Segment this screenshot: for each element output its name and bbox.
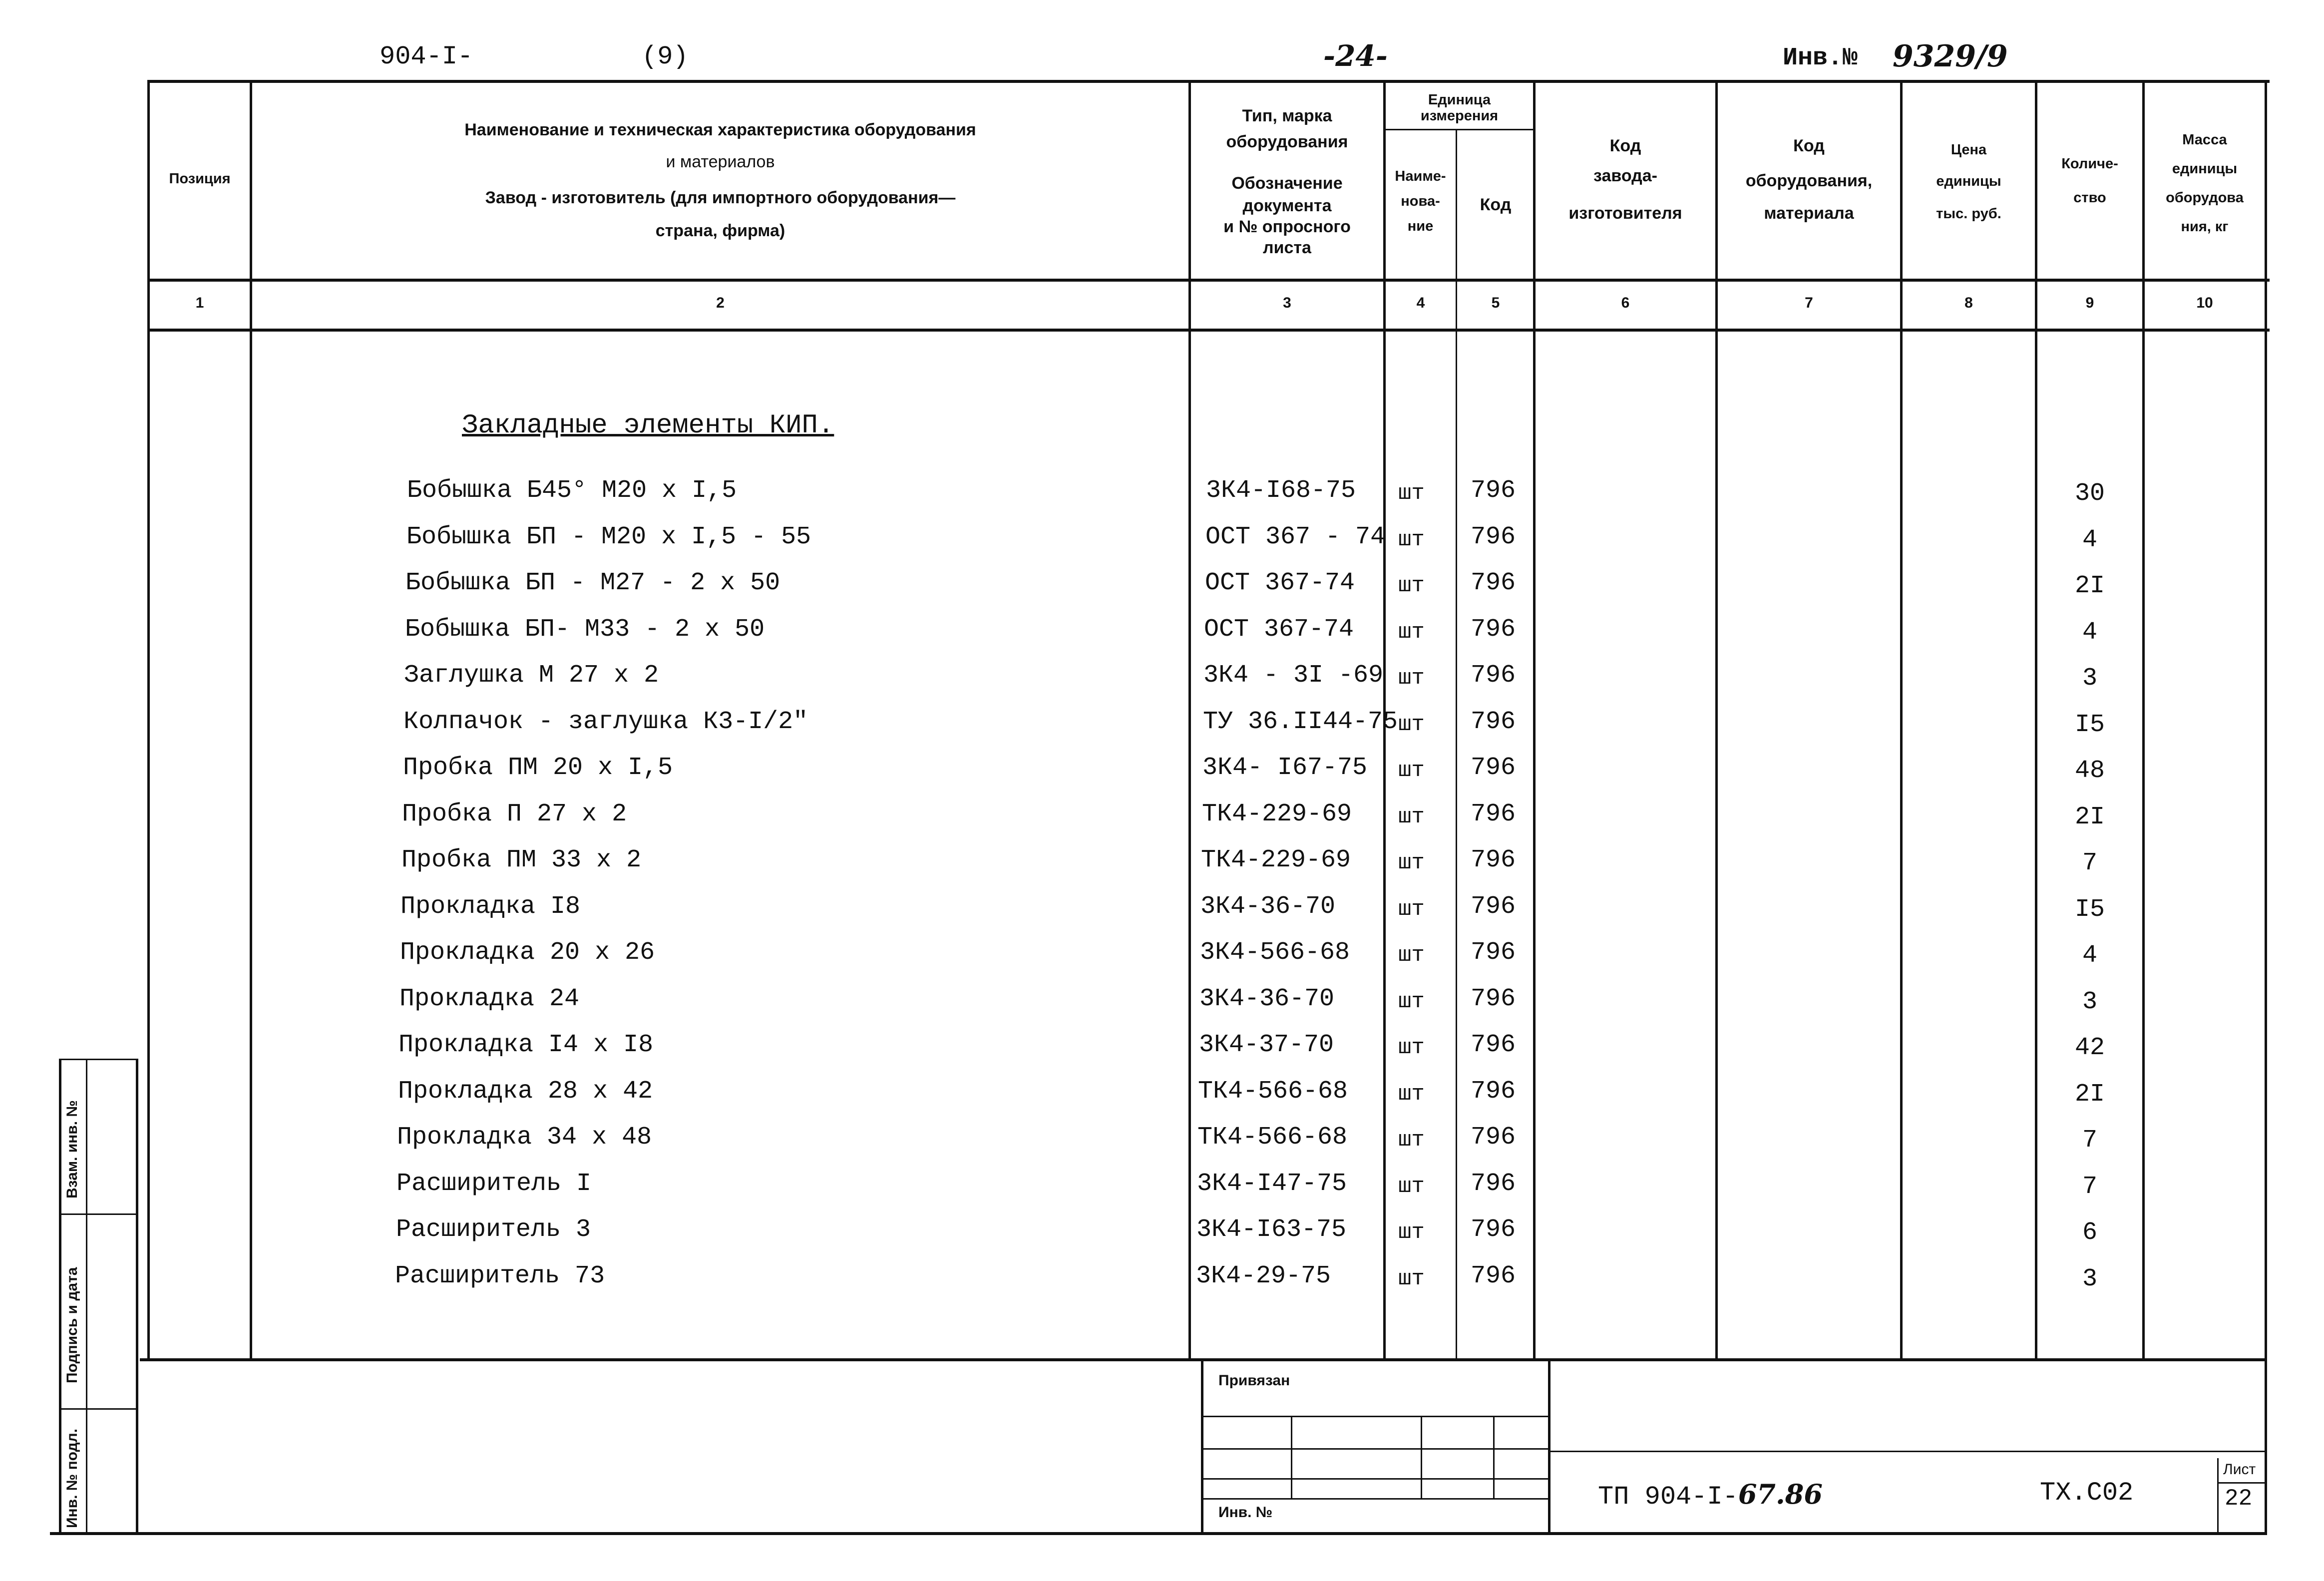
item-unit: шт [1398,758,1425,783]
item-document: ТК4-566-68 [1197,1123,1348,1152]
item-unit: шт [1398,850,1425,875]
header-unit-code: Код [1480,195,1512,214]
inv-number-label: Инв. № [1218,1504,1273,1521]
item-unit: шт [1398,897,1425,922]
item-unit-code: 796 [1471,892,1516,921]
side-label-sign-date: Подпись и дата [64,1267,80,1383]
section-title: Закладные элементы КИП. [462,410,834,441]
item-unit-code: 796 [1471,661,1516,690]
item-quantity: 4 [2082,941,2097,970]
stamp-grid-divider [1291,1416,1292,1498]
colnum-bottom-border [147,329,2270,332]
item-document: 3К4-36-70 [1199,985,1335,1013]
item-name: Расширитель I [396,1170,592,1198]
item-document: ОСТ 367-74 [1205,569,1355,597]
part-number: (9) [642,42,689,71]
item-name: Прокладка I8 [400,892,581,921]
bound-label: Привязан [1218,1372,1290,1389]
side-strip-line [59,1213,136,1215]
item-unit-code: 796 [1471,985,1516,1013]
col-divider-1 [250,80,252,1358]
item-name: Бобышка БП- М33 - 2 х 50 [405,615,765,644]
sheet-label: Лист [2223,1461,2256,1478]
item-unit: шт [1398,1220,1425,1245]
stamp-grid-line [1203,1478,1548,1480]
item-unit: шт [1398,804,1425,829]
item-unit: шт [1398,1035,1425,1060]
sheet-box-divider [2217,1458,2219,1532]
item-unit: шт [1398,1174,1425,1199]
item-name: Пробка П 27 х 2 [402,800,627,828]
table-top-border [147,80,2270,83]
item-unit-code: 796 [1471,523,1516,551]
item-document: 3К4-I47-75 [1197,1170,1347,1198]
item-unit-code: 796 [1471,1077,1516,1106]
item-unit: шт [1398,943,1425,968]
item-name: Прокладка 34 х 48 [397,1123,652,1152]
item-quantity: I5 [2074,895,2105,924]
item-document: ОСТ 367-74 [1204,615,1354,644]
item-unit: шт [1398,666,1425,691]
item-document: 3К4- I67-75 [1202,754,1368,782]
stamp-grid-divider [1493,1416,1495,1498]
stamp-grid-line [1203,1498,1548,1500]
item-quantity: 4 [2082,618,2097,647]
item-unit: шт [1398,527,1425,552]
stamp-code-line [1548,1451,2265,1452]
item-unit: шт [1398,481,1425,506]
item-name: Бобышка Б45° М20 х I,5 [407,476,737,505]
inventory-number: 9329/9 [1893,39,2008,74]
item-document: 3К4-37-70 [1199,1031,1334,1059]
item-unit-code: 796 [1471,754,1516,782]
stamp-grid-line [1203,1416,1548,1417]
item-document: 3К4-I68-75 [1206,476,1356,505]
item-name: Заглушка М 27 х 2 [404,661,659,690]
item-quantity: 48 [2074,757,2105,785]
side-strip-divider [86,1059,87,1532]
item-quantity: 3 [2082,1265,2097,1293]
stamp-grid-divider [1421,1416,1422,1498]
series-number: 904-I- [380,42,473,71]
item-quantity: 30 [2074,479,2105,508]
item-name: Прокладка 28 х 42 [398,1077,653,1106]
item-quantity: 7 [2082,1126,2097,1155]
item-document: 3К4-29-75 [1196,1262,1331,1290]
header-position: Позиция [169,171,231,187]
side-strip-right-border [136,1059,138,1532]
stamp-divider-left [1201,1358,1203,1532]
item-unit: шт [1398,989,1425,1014]
col-divider-6 [1715,80,1718,1358]
item-unit-code: 796 [1471,708,1516,736]
item-quantity: 3 [2082,664,2097,693]
item-quantity: 4 [2082,526,2097,554]
inventory-label: Инв.№ [1783,44,1858,72]
item-document: 3К4-I63-75 [1196,1215,1347,1244]
item-quantity: 2I [2074,803,2105,831]
item-unit-code: 796 [1471,476,1516,505]
stamp-grid-line [1203,1448,1548,1450]
col-divider-7 [1900,80,1903,1358]
col-divider-8 [2035,80,2037,1358]
item-unit: шт [1398,1082,1425,1107]
side-strip-line [59,1059,136,1060]
item-quantity: 7 [2082,1173,2097,1201]
item-unit-code: 796 [1471,846,1516,874]
item-unit-code: 796 [1471,569,1516,597]
side-strip-line [59,1408,136,1410]
header-bottom-border [147,279,2270,282]
col-divider-9 [2142,80,2145,1358]
sheet-box-line [2217,1482,2265,1484]
item-unit-code: 796 [1471,1215,1516,1244]
col-divider-5 [1533,80,1536,1358]
item-unit-code: 796 [1471,1123,1516,1152]
item-unit: шт [1398,712,1425,737]
page-mark: -24- [1323,39,1388,73]
item-unit: шт [1398,620,1425,645]
item-document: 3К4-566-68 [1200,938,1350,967]
item-unit-code: 796 [1471,800,1516,828]
sheet-code: ТХ.С02 [2040,1478,2134,1508]
item-name: Бобышка БП - М20 х I,5 - 55 [406,523,811,551]
table-right-border [2265,80,2267,1533]
item-name: Прокладка 24 [399,985,580,1013]
item-document: 3К4 - 3I -69 [1203,661,1384,690]
item-unit: шт [1398,573,1425,598]
side-label-replace-inv: Взам. инв. № [64,1100,80,1198]
item-name: Пробка ПМ 33 х 2 [401,846,642,874]
item-name: Прокладка I4 х I8 [398,1031,654,1059]
item-quantity: I5 [2074,711,2105,739]
side-label-inv-orig: Инв. № подл. [64,1428,80,1528]
item-unit-code: 796 [1471,1031,1516,1059]
item-document: ОСТ 367 - 74 [1205,523,1386,551]
item-name: Расширитель 73 [395,1262,605,1290]
item-quantity: 7 [2082,849,2097,877]
document-code: ТП 904-I-67.86 [1598,1478,1823,1512]
item-document: ТК4-566-68 [1198,1077,1348,1106]
item-name: Колпачок - заглушка К3-I/2" [403,708,808,736]
item-quantity: 2I [2074,572,2105,600]
item-unit-code: 796 [1471,615,1516,644]
item-quantity: 3 [2082,988,2097,1016]
side-strip-left-border [59,1059,61,1532]
item-quantity: 2I [2074,1080,2105,1109]
col-divider-4 [1456,129,1457,1358]
item-name: Пробка ПМ 20 х I,5 [403,754,673,782]
item-quantity: 6 [2082,1218,2097,1247]
item-document: ТУ 36.II44-75 [1203,708,1398,736]
stamp-divider-right [1548,1358,1550,1532]
item-unit-code: 796 [1471,1170,1516,1198]
unit-group-divider [1383,129,1533,130]
item-name: Расширитель 3 [396,1215,591,1244]
item-quantity: 42 [2074,1034,2105,1062]
item-name: Бобышка БП - М27 - 2 х 50 [405,569,780,597]
item-document: 3К4-36-70 [1200,892,1336,921]
table-left-border [147,80,150,1358]
item-unit-code: 796 [1471,938,1516,967]
stamp-top-border [140,1358,2267,1361]
sheet-number: 22 [2225,1486,2253,1512]
item-document: ТК4-229-69 [1201,846,1351,874]
page-bottom-border [50,1532,2267,1535]
item-unit: шт [1398,1128,1425,1153]
item-name: Прокладка 20 х 26 [400,938,655,967]
col-divider-2 [1188,80,1191,1358]
item-unit: шт [1398,1266,1425,1291]
item-unit-code: 796 [1471,1262,1516,1290]
item-document: ТК4-229-69 [1202,800,1352,828]
